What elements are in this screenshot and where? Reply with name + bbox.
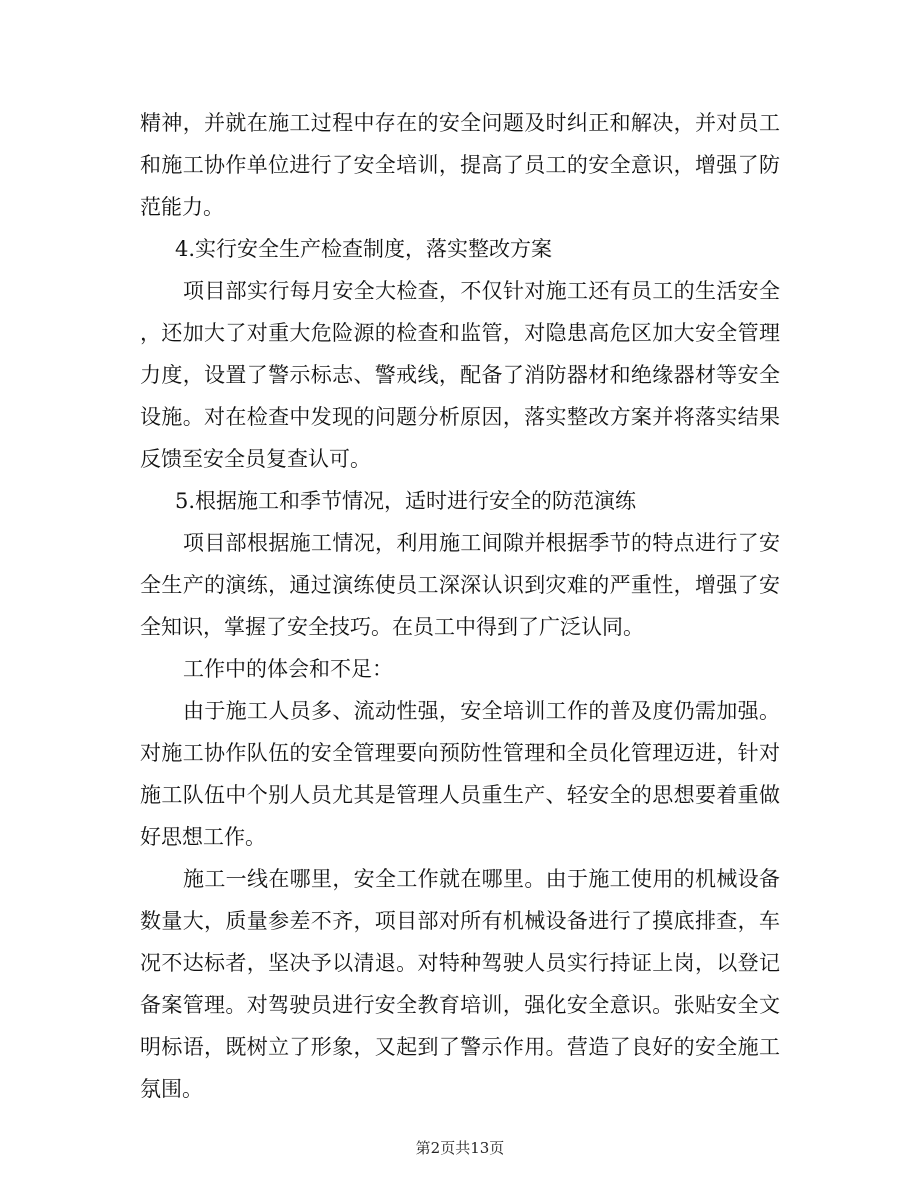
paragraph-line: 精神，并就在施工过程中存在的安全问题及时纠正和解决，并对员工 [140, 111, 780, 135]
paragraph-line: 和施工协作单位进行了安全培训，提高了员工的安全意识，增强了防 [140, 153, 780, 177]
paragraph-line: 况不达标者，坚决予以清退。对特种驾驶人员实行持证上岗，以登记 [140, 951, 780, 975]
page-number: 第2页共13页 [415, 1139, 505, 1157]
paragraph-line: 施工队伍中个别人员尤其是管理人员重生产、轻安全的思想要着重做 [140, 783, 780, 807]
section-heading: 4.实行安全生产检查制度，落实整改方案 [175, 237, 553, 261]
paragraph-line: 备案管理。对驾驶员进行安全教育培训，强化安全意识。张贴安全文 [140, 993, 780, 1017]
paragraph-line: 对施工协作队伍的安全管理要向预防性管理和全员化管理迈进，针对 [140, 741, 780, 765]
paragraph-line: 氛围。 [140, 1077, 203, 1101]
paragraph-line: 由于施工人员多、流动性强，安全培训工作的普及度仍需加强。 [183, 699, 780, 723]
paragraph-line: 项目部根据施工情况，利用施工间隙并根据季节的特点进行了安 [183, 531, 780, 555]
paragraph-line: 明标语，既树立了形象，又起到了警示作用。营造了良好的安全施工 [140, 1035, 780, 1059]
paragraph-line: 全生产的演练，通过演练使员工深深认识到灾难的严重性，增强了安 [140, 573, 780, 597]
paragraph-line: 设施。对在检查中发现的问题分析原因，落实整改方案并将落实结果 [140, 405, 780, 429]
paragraph-line: ，还加大了对重大危险源的检查和监管，对隐患高危区加大安全管理 [140, 321, 780, 345]
paragraph-line: 项目部实行每月安全大检查，不仅针对施工还有员工的生活安全 [183, 279, 780, 303]
paragraph-line: 力度，设置了警示标志、警戒线，配备了消防器材和绝缘器材等安全 [140, 363, 780, 387]
paragraph-line: 全知识，掌握了安全技巧。在员工中得到了广泛认同。 [140, 615, 644, 639]
paragraph-line: 好思想工作。 [140, 825, 266, 849]
paragraph-line: 反馈至安全员复查认可。 [140, 447, 371, 471]
section-heading: 工作中的体会和不足： [183, 657, 393, 681]
paragraph-line: 范能力。 [140, 195, 224, 219]
section-heading: 5.根据施工和季节情况，适时进行安全的防范演练 [175, 489, 637, 513]
paragraph-line: 数量大，质量参差不齐，项目部对所有机械设备进行了摸底排查，车 [140, 909, 780, 933]
paragraph-line: 施工一线在哪里，安全工作就在哪里。由于施工使用的机械设备 [183, 867, 780, 891]
